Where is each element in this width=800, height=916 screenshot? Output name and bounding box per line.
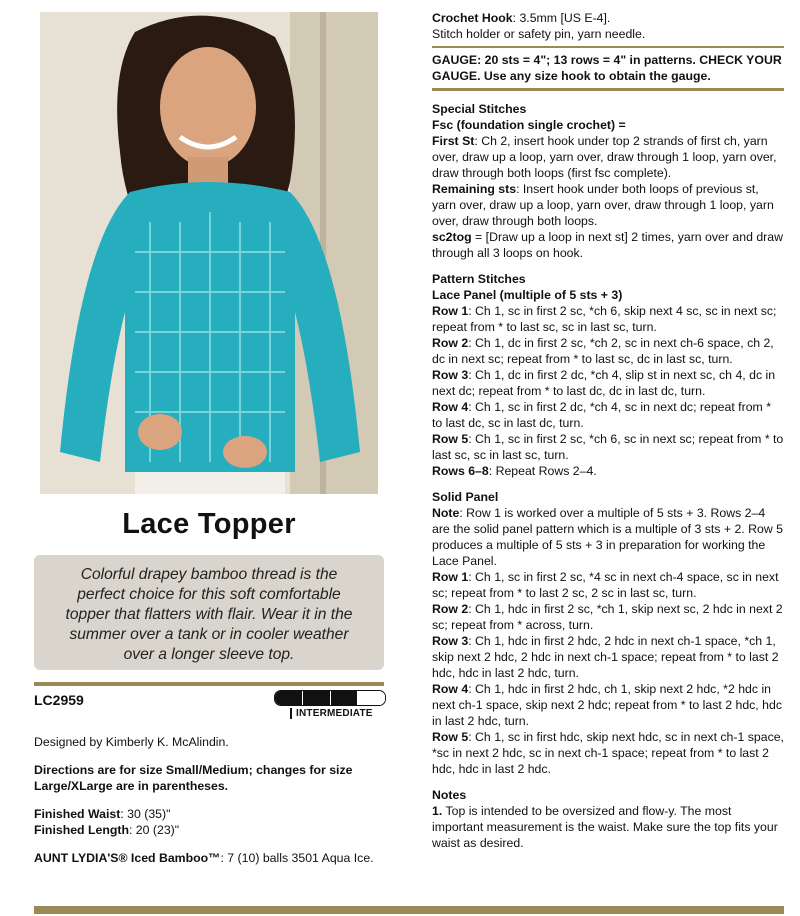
- model-photo: [40, 12, 378, 494]
- divider-bar: [34, 682, 384, 686]
- notes-section: [432, 787, 784, 851]
- notes-heading: Notes: [432, 788, 467, 802]
- gauge-info: GAUGE: 20 sts = 4"; 13 rows = 4" in patterns. CHECK YOUR GAUGE. Use any size hook to obtain the gauge.: [432, 53, 782, 83]
- gauge-bottom-rule: [432, 88, 784, 91]
- solid-row: Row 3: Ch 1, hdc in first 2 hdc, 2 hdc in next ch-1 space, *ch 1, skip next 2 hdc, 2 hdc in next ch-1 space; repeat from * to last 2 hdc, hdc in last 2 hdc, turn.: [432, 634, 779, 680]
- skill-level-indicator: [274, 690, 386, 719]
- lace-row: Row 4: Ch 1, sc in first 2 dc, *ch 4, sc in next dc; repeat from * to last dc, sc in last dc, turn.: [432, 400, 771, 430]
- lace-row: Rows 6–8: Repeat Rows 2–4.: [432, 464, 597, 478]
- special-stitches-heading: Special Stitches: [432, 102, 527, 116]
- yarn-requirement: AUNT LYDIA'S® Iced Bamboo™: 7 (10) balls 3501 Aqua Ice.: [34, 851, 374, 865]
- lace-row: Row 1: Ch 1, sc in first 2 sc, *ch 6, skip next 4 sc, sc in next sc; repeat from * to last sc, sc in last sc, turn.: [432, 304, 777, 334]
- description-box: [34, 555, 384, 670]
- first-st-instruction: First St: Ch 2, insert hook under top 2 strands of first ch, yarn over, draw up a loop, yarn over, draw through 1 loop, yarn over, draw through both loops (first fsc complete).: [432, 134, 777, 180]
- solid-panel-note: Note: Row 1 is worked over a multiple of 5 sts + 3. Rows 2–4 are the solid panel pattern which is a multiple of 3 sts + 2. Row 5 produces a multiple of 5 sts + 3 in preparation for working the Lace Panel.: [432, 506, 783, 568]
- pattern-stitches-section: [432, 271, 784, 479]
- skill-level-bars: [274, 690, 386, 706]
- solid-row: Row 2: Ch 1, hdc in first 2 sc, *ch 1, skip next sc, 2 hdc in next 2 sc; repeat from * across, turn.: [432, 602, 783, 632]
- lace-panel-heading: Lace Panel (multiple of 5 sts + 3): [432, 288, 623, 302]
- solid-panel-heading: Solid Panel: [432, 490, 499, 504]
- notions-info: Stitch holder or safety pin, yarn needle.: [432, 27, 646, 41]
- finished-waist: Finished Waist: 30 (35)": [34, 807, 171, 821]
- solid-panel-section: [432, 489, 784, 777]
- pattern-code: LC2959: [34, 692, 84, 708]
- sizes-note: Directions are for size Small/Medium; changes for size Large/XLarge are in parentheses.: [34, 763, 353, 793]
- finished-length: Finished Length: 20 (23)": [34, 823, 180, 837]
- right-column: [432, 10, 784, 851]
- left-column: [34, 12, 384, 866]
- solid-row: Row 5: Ch 1, sc in first hdc, skip next hdc, sc in next ch-1 space, *sc in next 2 hdc, sc in next ch-1 space; repeat from * to last 2 hdc, hdc in last 2 hdc.: [432, 730, 784, 776]
- hook-info: Crochet Hook: 3.5mm [US E-4].: [432, 11, 611, 25]
- solid-row: Row 1: Ch 1, sc in first 2 sc, *4 sc in next ch-4 space, sc in next sc; repeat from * to last 2 sc, 2 sc in last sc, turn.: [432, 570, 779, 600]
- pattern-stitches-heading: Pattern Stitches: [432, 272, 526, 286]
- lace-row: Row 5: Ch 1, sc in first 2 sc, *ch 6, sc in next sc; repeat from * to last sc, sc in last sc, turn.: [432, 432, 784, 462]
- footer-bar: [34, 906, 784, 914]
- pattern-title: Lace Topper: [122, 508, 296, 540]
- special-stitches-section: [432, 101, 784, 261]
- solid-row: Row 4: Ch 1, hdc in first 2 hdc, ch 1, skip next 2 hdc, *2 hdc in next ch-1 space, skip next 2 hdc; repeat from * to last 2 hdc, hdc in last 2 hdc, turn.: [432, 682, 782, 728]
- skill-level-label: INTERMEDIATE: [290, 708, 386, 719]
- note-item: 1. Top is intended to be oversized and flow-y. The most important measurement is the waist. Make sure the top fits your waist as desired.: [432, 804, 778, 850]
- remaining-sts-instruction: Remaining sts: Insert hook under both loops of previous st, yarn over, draw up a loop, yarn over, draw through 1 loop, yarn over, draw through both loops.: [432, 182, 774, 228]
- sc2tog-instruction: sc2tog = [Draw up a loop in next st] 2 times, yarn over and draw through all 3 loops on hook.: [432, 230, 783, 260]
- photo-illustration: [40, 12, 378, 494]
- lace-row: Row 2: Ch 1, dc in first 2 sc, *ch 2, sc in next ch-6 space, ch 2, dc in next sc; repeat from * to last sc, dc in last sc, turn.: [432, 336, 774, 366]
- designer-credit: Designed by Kimberly K. McAlindin.: [34, 735, 229, 749]
- lace-row: Row 3: Ch 1, dc in first 2 dc, *ch 4, slip st in next sc, ch 4, dc in next dc; repeat from * to last dc, dc in last dc, turn.: [432, 368, 776, 398]
- description-text: Colorful drapey bamboo thread is the perfect choice for this soft comfortable topper that flatters with flair. Wear it in the summer over a tank or in cooler weather over a longer sleeve top.: [65, 566, 353, 663]
- pattern-info-row: [34, 690, 384, 732]
- fsc-heading: Fsc (foundation single crochet) =: [432, 118, 626, 132]
- gauge-top-rule: [432, 46, 784, 48]
